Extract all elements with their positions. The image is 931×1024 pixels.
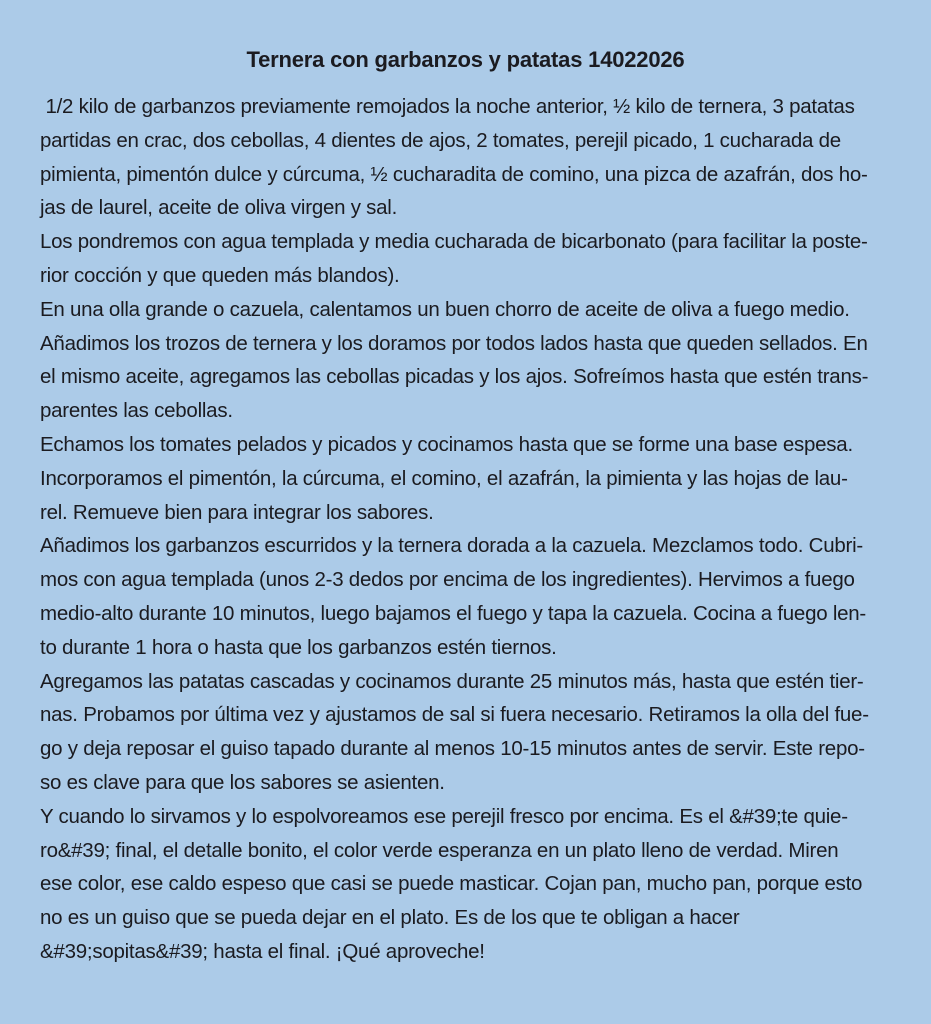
body-line: Y cuando lo sirvamos y lo espolvoreamos ese perejil fresco por encima. Es el &#39;te quie- [40,804,848,828]
body-line: mos con agua templada (unos 2-3 dedos por encima de los ingredientes). Hervimos a fuego [40,568,855,592]
body-line: ese color, ese caldo espeso que casi se puede masticar. Cojan pan, mucho pan, porque esto [40,872,863,896]
body-line: pimienta, pimentón dulce y cúrcuma, ½ cucharadita de comino, una pizca de azafrán, dos ho- [40,162,868,186]
body-line: Agregamos las patatas cascadas y cocinamos durante 25 minutos más, hasta que estén tier- [40,669,864,693]
body-line: Los pondremos con agua templada y media cucharada de bicarbonato (para facilitar la poste- [40,230,868,254]
body-line: el mismo aceite, agregamos las cebollas picadas y los ajos. Sofreímos hasta que estén trans- [40,365,869,389]
body-line: Echamos los tomates pelados y picados y cocinamos hasta que se forme una base espesa. [40,432,853,456]
body-line: partidas en crac, dos cebollas, 4 dientes de ajos, 2 tomates, perejil picado, 1 cucharada de [40,128,841,152]
document-title: Ternera con garbanzos y patatas 14022026 [246,47,685,72]
body-line: go y deja reposar el guiso tapado durante al menos 10-15 minutos antes de servir. Este repo- [40,737,865,761]
body-line: En una olla grande o cazuela, calentamos un buen chorro de aceite de oliva a fuego medio. [40,297,850,321]
document-body [0,90,931,969]
body-line: &#39;sopitas&#39; hasta el final. ¡Qué aproveche! [40,939,485,963]
body-line: Añadimos los garbanzos escurridos y la ternera dorada a la cazuela. Mezclamos todo. Cubri- [40,534,863,558]
body-line: so es clave para que los sabores se asienten. [40,770,445,794]
body-line: to durante 1 hora o hasta que los garbanzos estén tiernos. [40,635,557,659]
body-line: parentes las cebollas. [40,399,233,423]
body-line: Incorporamos el pimentón, la cúrcuma, el comino, el azafrán, la pimienta y las hojas de lau- [40,466,848,490]
body-line: rior cocción y que queden más blandos). [40,263,400,287]
body-line: 1/2 kilo de garbanzos previamente remojados la noche anterior, ½ kilo de ternera, 3 patatas [40,95,855,118]
body-line: nas. Probamos por última vez y ajustamos de sal si fuera necesario. Retiramos la olla del fue- [40,703,869,727]
body-line: jas de laurel, aceite de oliva virgen y sal. [40,196,398,220]
body-line: ro&#39; final, el detalle bonito, el color verde esperanza en un plato lleno de verdad. Miren [40,838,839,862]
body-line: medio-alto durante 10 minutos, luego bajamos el fuego y tapa la cazuela. Cocina a fuego len- [40,601,867,625]
body-line: no es un guiso que se pueda dejar en el plato. Es de los que te obligan a hacer [40,906,740,930]
body-line: rel. Remueve bien para integrar los sabores. [40,500,434,524]
body-line: Añadimos los trozos de ternera y los doramos por todos lados hasta que queden sellados. En [40,331,868,355]
